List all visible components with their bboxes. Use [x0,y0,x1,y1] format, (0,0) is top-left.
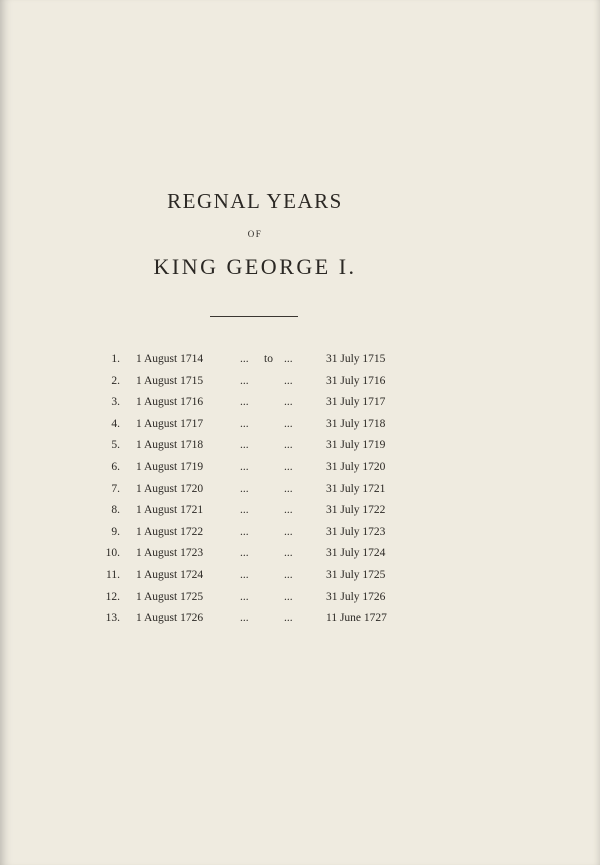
end-date: 31 July 1718 [326,417,386,430]
end-date: 31 July 1719 [326,439,386,452]
year-number: 13. [105,612,120,625]
year-number: 7. [111,482,120,495]
year-number: 5. [111,439,120,452]
leader-dots: ... [284,460,293,473]
year-number: 6. [111,460,120,473]
end-date: 31 July 1716 [326,374,386,387]
leader-dots: ... [240,482,249,495]
end-date: 31 July 1720 [326,460,386,473]
leader-dots: ... [284,590,293,603]
end-date: 31 July 1726 [326,590,386,603]
leader-dots: ... [240,568,249,581]
leader-dots: ... [284,396,293,409]
regnal-year-row [0,479,600,501]
leader-dots: ... [240,439,249,452]
leader-dots: ... [284,525,293,538]
start-date: 1 August 1714 [136,353,204,365]
leader-dots: ... [240,590,249,603]
regnal-year-row [0,457,600,479]
leader-dots: ... [284,482,293,495]
end-date: 31 July 1715 [326,353,386,365]
leader-dots: ... [284,353,293,365]
leader-dots: ... [284,547,293,560]
year-number: 2. [111,374,120,387]
year-number: 4. [111,417,120,430]
year-number: 8. [111,504,120,517]
leader-dots: ... [240,353,249,365]
start-date: 1 August 1724 [136,568,204,581]
end-date: 31 July 1717 [326,396,386,409]
year-number: 12. [105,590,120,603]
year-number: 3. [111,396,120,409]
start-date: 1 August 1716 [136,396,204,409]
leader-dots: ... [240,525,249,538]
start-date: 1 August 1722 [136,525,204,538]
end-date: 31 July 1725 [326,568,386,581]
leader-dots: ... [240,396,249,409]
leader-dots: ... [240,504,249,517]
leader-dots: ... [284,504,293,517]
regnal-year-row [0,414,600,436]
regnal-year-row [0,349,600,371]
regnal-year-row [0,371,600,393]
divider-rule [210,316,298,317]
regnal-year-row [0,435,600,457]
start-date: 1 August 1715 [136,374,204,387]
start-date: 1 August 1725 [136,590,204,603]
year-number: 11. [106,568,120,581]
start-date: 1 August 1721 [136,504,204,517]
start-date: 1 August 1723 [136,547,204,560]
regnal-year-row [0,565,600,587]
page-subtitle: KING GEORGE I. [153,254,357,279]
leader-dots: ... [240,612,249,625]
end-date: 31 July 1723 [326,525,386,538]
year-number: 10. [105,547,120,560]
leader-dots: ... [240,374,249,387]
leader-dots: ... [284,612,293,625]
leader-dots: ... [240,460,249,473]
regnal-year-row [0,500,600,522]
regnal-years-list [0,349,600,630]
leader-dots: ... [240,547,249,560]
to-word: to [264,353,273,365]
regnal-year-row [0,587,600,609]
start-date: 1 August 1719 [136,460,204,473]
year-number: 1. [111,353,120,365]
end-date: 31 July 1721 [326,482,386,495]
end-date: 31 July 1722 [326,504,386,517]
start-date: 1 August 1726 [136,612,204,625]
start-date: 1 August 1717 [136,417,204,430]
regnal-year-row [0,543,600,565]
page-title: REGNAL YEARS [167,189,343,213]
end-date: 31 July 1724 [326,547,386,560]
title-connector: OF [247,229,263,239]
leader-dots: ... [284,417,293,430]
regnal-year-row [0,392,600,414]
start-date: 1 August 1720 [136,482,204,495]
regnal-year-row [0,522,600,544]
leader-dots: ... [284,568,293,581]
regnal-year-row [0,608,600,630]
leader-dots: ... [240,417,249,430]
start-date: 1 August 1718 [136,439,204,452]
leader-dots: ... [284,374,293,387]
leader-dots: ... [284,439,293,452]
end-date: 11 June 1727 [326,612,387,625]
year-number: 9. [111,525,120,538]
